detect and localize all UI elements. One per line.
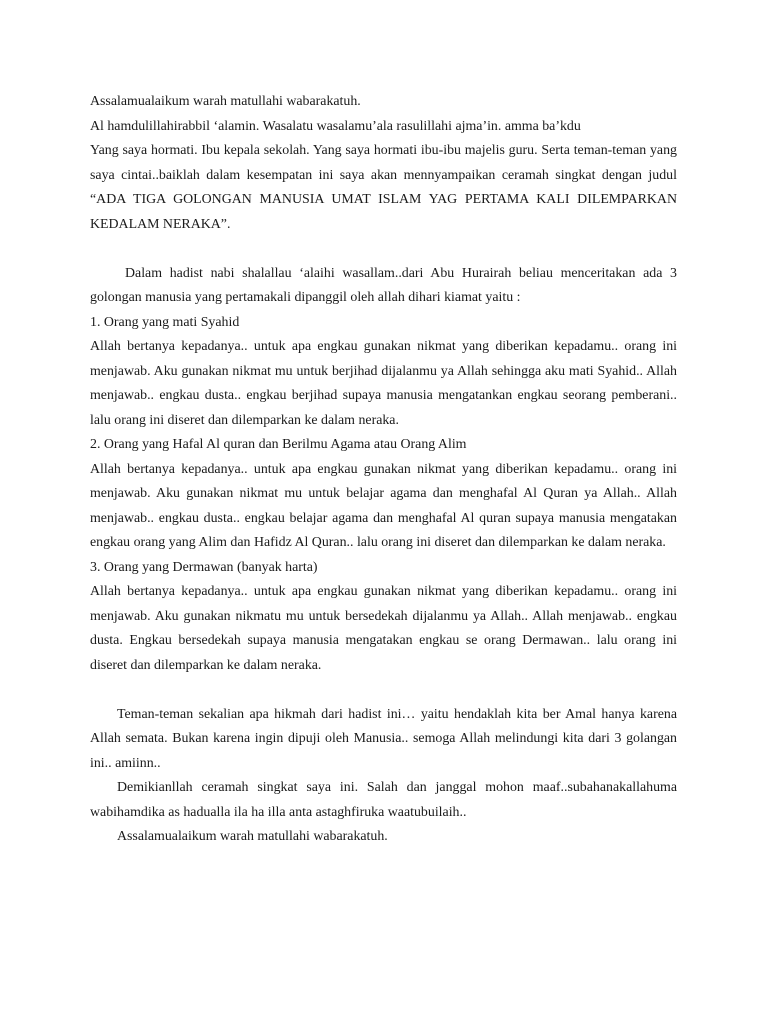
intro-paragraph: Dalam hadist nabi shalallau ‘alaihi wasallam..dari Abu Hurairah beliau menceritakan ada 3 golongan manusia yang pertamakali dipanggil oleh allah dihari kiamat yaitu :	[90, 265, 677, 305]
item-3-text: Allah bertanya kepadanya.. untuk apa engkau gunakan nikmat yang diberikan kepadamu.. orang ini menjawab. Aku gunakan nikmatu mu untuk bersedekah dijalanmu ya Allah.. Allah menjawab.. engkau dusta. Engkau bersedekah supaya manusia mengatakan engkau se orang Dermawan.. lalu orang ini diseret dan dilemparkan ke dalam neraka.	[90, 584, 677, 673]
lesson-paragraph: Teman-teman sekalian apa hikmah dari hadist ini… yaitu hendaklah kita ber Amal hanya karena Allah semata. Bukan karena ingin dipuji oleh Manusia.. semoga Allah melindungi kita dari 3 golangan ini.. amiinn..	[90, 706, 677, 771]
item-2-text: Allah bertanya kepadanya.. untuk apa engkau gunakan nikmat yang diberikan kepadamu.. orang ini menjawab. Aku gunakan nikmat mu untuk belajar agama dan menghafal Al Quran ya Allah.. Allah menjawab.. engkau dusta.. engkau belajar agama dan menghafal Al quran supaya manusia mengatakan engkau orang yang Alim dan Hafidz Al Quran.. lalu orang ini diseret dan dilemparkan ke dalam neraka.	[90, 461, 677, 550]
closing-paragraph: Demikianllah ceramah singkat saya ini. Salah dan janggal mohon maaf..subahanakallahuma wabihamdika as hadualla ila ha illa anta astaghfiruka waatubuilaih..	[90, 780, 677, 820]
spacer	[90, 678, 677, 703]
item-2-heading: 2. Orang yang Hafal Al quran dan Berilmu Agama atau Orang Alim	[90, 437, 467, 452]
item-1-heading: 1. Orang yang mati Syahid	[90, 314, 240, 330]
opening-paragraph: Yang saya hormati. Ibu kepala sekolah. Yang saya hormati ibu-ibu majelis guru. Serta teman-teman yang saya cintai..baiklah dalam kesempatan ini saya akan mennyampaikan ceramah singkat dengan judul “ADA TIGA GOLONGAN MANUSIA UMAT ISLAM YAG PERTAMA KALI DILEMPARKAN KEDALAM NERAKA”.	[90, 143, 677, 232]
item-1-text: Allah bertanya kepadanya.. untuk apa engkau gunakan nikmat yang diberikan kepadamu.. orang ini menjawab. Aku gunakan nikmat mu untuk berjihad dijalanmu ya Allah sehingga aku mati Syahid.. Allah menjawab.. engkau dusta.. engkau berjihad supaya manusia mengatankan engkau seorang pemberani.. lalu orang ini diseret dan dilemparkan ke dalam neraka.	[90, 339, 677, 428]
spacer	[90, 237, 677, 262]
praise-line: Al hamdulillahirabbil ‘alamin. Wasalatu wasalamu’ala rasulillahi ajma’in. amma ba’kdu	[90, 118, 581, 134]
item-3-heading: 3. Orang yang Dermawan (banyak harta)	[90, 559, 318, 575]
document-page	[90, 90, 677, 850]
greeting: Assalamualaikum warah matullahi wabarakatuh.	[90, 94, 361, 109]
farewell: Assalamualaikum warah matullahi wabarakatuh.	[117, 829, 388, 844]
